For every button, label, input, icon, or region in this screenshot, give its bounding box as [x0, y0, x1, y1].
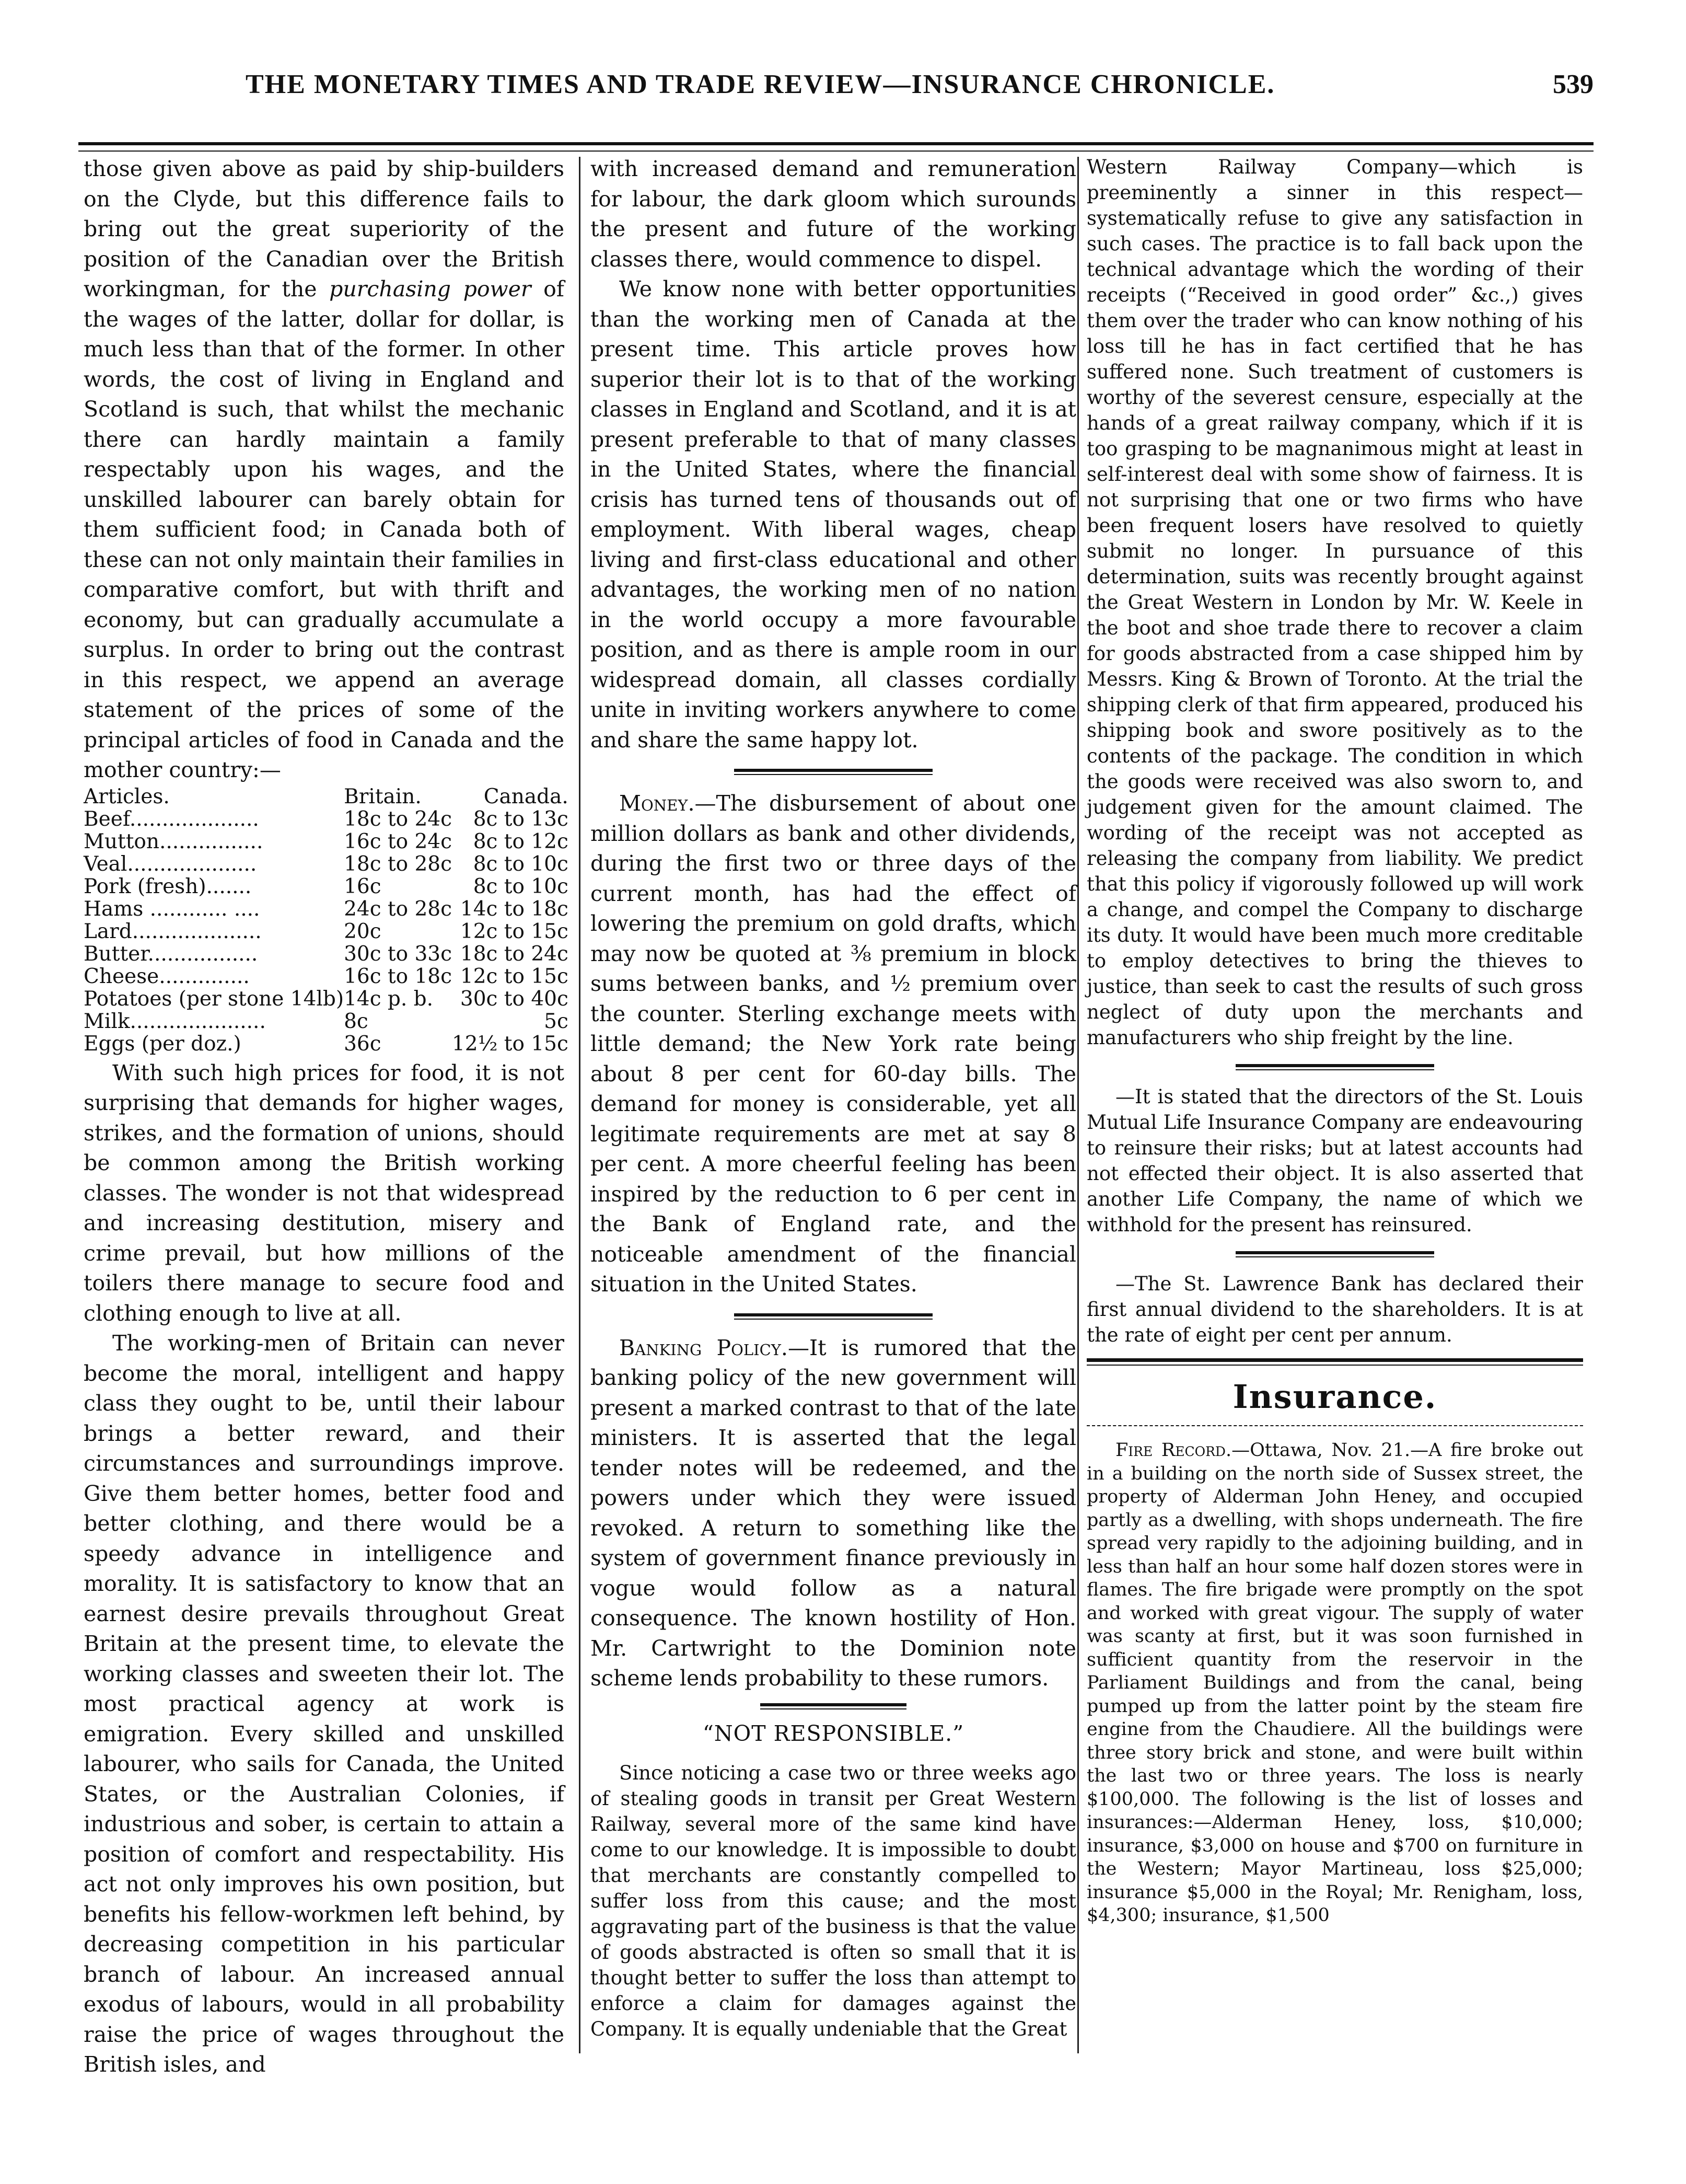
price-table	[84, 785, 568, 1055]
column-1	[84, 154, 568, 2077]
table-header: Britain.	[344, 784, 422, 808]
table-cell: 12c to 15c	[460, 964, 568, 988]
article-heading: “NOT RESPONSIBLE.”	[702, 1720, 964, 1746]
paragraph: We know none with better opportunities than the working men of Canada at the present time. This article proves how superior their lot is to that of the working classes in England and Scotland, and it is at present preferable to that of many classes in the United States, where the financial crisis has turned tens of thousands out of employment. With liberal wages, cheap living and first-class educational and other advantages, the working men of no nation in the world occupy a more favourable position, and as there is ample room in our widespread domain, all classes cordially unite in inviting workers anywhere to come and share the same happy lot.	[590, 276, 1076, 753]
paragraph: with increased demand and remuneration for labour, the dark gloom which surounds the present and future of the working classes there, would commence to dispel.	[590, 156, 1076, 272]
table-cell: Milk.....................	[84, 1009, 266, 1033]
table-cell: Eggs (per doz.)	[84, 1032, 241, 1056]
text-run: —The disbursement of about one million dollars as bank and other dividends, during the first two or three days of the current month, has had the effect of lowering the premium on gold drafts, which may now be quoted at ⅜ premium in block sums between banks, and ½ premium over the counter. Sterling exchange meets with little demand; the New York rate being about 8 per cent for 60-day bills. The demand for money is considerable, yet all legitimate requirements are met at say 8 per cent. A more cheerful feeling has been inspired by the reduction to 6 per cent in the Bank of England rate, and the noticeable amendment of the financial situation in the United States.	[590, 791, 1076, 1297]
table-cell: 14c p. b.	[344, 987, 434, 1011]
text-run: —It is rumored that the banking policy of the new government will present a marked contrast to that of the late ministers. It is asserted that the legal tender notes will be redeemed, and the powers under which they were issued revoked. A return to something like the system of government finance previously in vogue would follow as a natural consequence. The known hostility of Hon. Mr. Cartwright to the Dominion note scheme lends probability to these rumors.	[590, 1335, 1076, 1691]
table-cell: Beef....................	[84, 807, 259, 831]
table-cell: 30c to 40c	[460, 987, 568, 1011]
text-run: —Ottawa, Nov. 21.—A fire broke out in a building on the north side of Sussex street, the property of Alderman John Heney, and occupied partly as a dwelling, with shops underneath. The fire spread very rapidly to the adjoining building, and in less than half an hour some half dozen stores were in flames. The fire brigade were promptly on the spot and worked with great vigour. The supply of water was scanty at first, but it was soon furnished in sufficient quantity from the reservoir in the Parliament Buildings and from the canal, being pumped up from the latter point by the steam fire engine from the Chaudiere. All the buildings were three story brick and stone, and were built within the last two or three years. The loss is nearly $100,000. The following is the list of losses and insurances:—Alderman Heney, loss, $10,000; insurance, $3,000 on house and $700 on furniture in the Western; Mayor Martineau, loss $25,000; insurance $5,000 in the Royal; Mr. Renigham, loss, $4,300; insurance, $1,500	[1087, 1440, 1583, 1926]
table-cell: Cheese..............	[84, 964, 250, 988]
table-cell: 8c to 12c	[473, 829, 568, 853]
table-row	[84, 875, 568, 898]
table-cell: 30c to 33c	[344, 942, 452, 966]
column-2	[590, 154, 1076, 2069]
section-separator	[1236, 1251, 1434, 1257]
insurance-rule	[1087, 1358, 1583, 1366]
table-cell: 8c to 13c	[473, 807, 568, 831]
table-cell: 36c	[344, 1032, 381, 1056]
fire-record-paragraph	[1087, 1439, 1583, 1927]
table-cell: 14c to 18c	[460, 897, 568, 921]
table-cell: 8c to 10c	[473, 874, 568, 898]
header-rule	[78, 142, 1594, 152]
column-3	[1087, 154, 1583, 2069]
table-cell: 18c to 24c	[460, 942, 568, 966]
table-cell: Veal....................	[84, 852, 257, 876]
table-header-row	[84, 785, 568, 808]
money-paragraph	[590, 789, 1076, 1300]
text-run: of the wages of the latter, dollar for dollar, is much less than that of the former. In other words, the cost of living in England and Scotland is such, that whilst the mechanic there can hardly maintain a family respectably upon his wages, and the unskilled labourer can barely obtain for them sufficient food; in Canada both of these can not only maintain their families in comparative comfort, but with thrift and economy, but can gradually accumulate a surplus. In order to bring out the contrast in this respect, we append an average statement of the prices of some of the principal articles of food in Canada and the mother country:—	[84, 276, 564, 782]
page-number: 539	[1553, 70, 1594, 99]
column-divider	[1077, 157, 1079, 2053]
section-lead: Banking Policy.	[619, 1335, 788, 1360]
insurance-section	[1087, 1358, 1583, 1927]
table-row	[84, 965, 568, 988]
table-cell: 16c to 24c	[344, 829, 452, 853]
section-lead: Money.	[619, 791, 695, 816]
paragraph: Western Railway Company—which is preeminently a sinner in this respect—systematically refuse to give any satisfaction in such cases. The practice is to fall back upon the technical advantage which the wording of their receipts (“Received in good order” &c.,) gives them over the trader who can know nothing of his loss till he has in fact certified that he has suffered none. Such treatment of customers is worthy of the severest censure, especially at the hands of a great railway company, which if it is too grasping to be magnanimous might at least in self-interest deal with some show of fairness. It is not surprising that one or two firms who have been frequent losers have resolved to quietly submit no longer. In pursuance of this determination, suits was recently brought against the Great Western in London by Mr. W. Keele in the boot and shoe trade there to recover a claim for goods abstracted from a case shipped him by Messrs. King & Brown of Toronto. At the trial the shipping clerk of that firm appeared, produced his shipping book and swore positively as to the contents of the package. The condition in which the goods were received was also sworn to, and judgement given for the amount claimed. The wording of the receipt was not accepted as releasing the company from liability. We predict that this policy if vigorously followed up will work a change, and compel the Company to discharge its duty. It would have been much more creditable to employ detectives to bring the thieves to justice, than seek to cast the results of such gross neglect of duty upon the merchants and manufacturers who ship freight by the line.	[1087, 156, 1583, 1049]
table-cell: Mutton................	[84, 829, 263, 853]
section-separator	[1236, 1064, 1434, 1070]
table-row	[84, 943, 568, 965]
table-cell: 20c	[344, 919, 381, 943]
table-row	[84, 853, 568, 875]
section-title: Insurance.	[1232, 1378, 1437, 1416]
table-cell: Butter.................	[84, 942, 258, 966]
table-cell: Pork (fresh).......	[84, 874, 252, 898]
table-header: Canada.	[483, 784, 568, 808]
table-cell: 16c	[344, 874, 381, 898]
section-separator	[734, 769, 933, 775]
section-separator	[734, 1313, 933, 1320]
table-cell: Lard....................	[84, 919, 262, 943]
paragraph: —The St. Lawrence Bank has declared their first annual dividend to the shareholders. It is at the rate of eight per cent per annum.	[1087, 1273, 1583, 1346]
table-cell: 5c	[544, 1009, 568, 1033]
paragraph: The working-men of Britain can never become the moral, intelligent and happy class they ought to be, until their labour brings a better reward, and their circumstances and surroundings improve. Give them better homes, better food and better clothing, and there would be a speedy advance in intelligence and morality. It is satisfactory to know that an earnest desire prevails throughout Great Britain at the present time, to elevate the working classes and sweeten their lot. The most practical agency at work is emigration. Every skilled and unskilled labourer, who sails for Canada, the United States, or the Australian Colonies, if industrious and sober, is certain to attain a position of comfort and respectability. His act not only improves his own position, but benefits his fellow-workmen left behind, by decreasing competition in his particular branch of labour. An increased annual exodus of labours, would in all probability raise the price of wages throughout the British isles, and	[84, 1331, 564, 2077]
table-header: Articles.	[84, 784, 170, 808]
table-cell: Hams ............ ....	[84, 897, 260, 921]
column-divider	[579, 157, 580, 2053]
table-row	[84, 1033, 568, 1055]
table-cell: 8c	[344, 1009, 368, 1033]
table-row	[84, 898, 568, 920]
table-cell: 16c to 18c	[344, 964, 452, 988]
emphasis: purchasing power	[329, 276, 531, 302]
insurance-rule	[1087, 1425, 1583, 1426]
paragraph	[84, 154, 564, 785]
section-lead: Fire Record.	[1115, 1440, 1232, 1461]
paragraph: —It is stated that the directors of the St. Louis Mutual Life Insurance Company are endeavouring to reinsure their risks; but at latest accounts had not effected their object. It is also asserted that another Life Company, the name of which we withhold for the present has reinsured.	[1087, 1085, 1583, 1236]
table-cell: 18c to 24c	[344, 807, 452, 831]
table-row	[84, 1010, 568, 1033]
running-title: THE MONETARY TIMES AND TRADE REVIEW—INSURANCE CHRONICLE.	[246, 70, 1275, 99]
table-cell: Potatoes (per stone 14lb)	[84, 987, 344, 1011]
banking-paragraph	[590, 1333, 1076, 1694]
price-table-body	[84, 808, 568, 1055]
table-row	[84, 988, 568, 1010]
table-cell: 8c to 10c	[473, 852, 568, 876]
table-row	[84, 920, 568, 943]
table-cell: 24c to 28c	[344, 897, 452, 921]
paragraph: Since noticing a case two or three weeks ago of stealing goods in transit per Great Western Railway, several more of the same kind have come to our knowledge. It is impossible to doubt that merchants are constantly compelled to suffer loss from this cause; and the most aggravating part of the business is that the value of goods abstracted is often so small that it is thought better to suffer the loss than attempt to enforce a claim for damages against the Company. It is equally undeniable that the Great	[590, 1762, 1076, 2040]
table-row	[84, 830, 568, 853]
table-cell: 12½ to 15c	[451, 1032, 568, 1056]
section-separator	[760, 1703, 906, 1709]
table-cell: 12c to 15c	[460, 919, 568, 943]
paragraph: With such high prices for food, it is not surprising that demands for higher wages, strikes, and the formation of unions, should be common among the British working classes. The wonder is not that widespread and increasing destitution, misery and crime prevail, but how millions of the toilers there manage to secure food and clothing enough to live at all.	[84, 1060, 564, 1326]
page-header	[78, 69, 1594, 106]
table-row	[84, 808, 568, 830]
table-cell: 18c to 28c	[344, 852, 452, 876]
text-run: those given above as paid by ship-builders on the Clyde, but this difference fails to bring out the great superiority of the position of the Canadian over the British workingman, for the	[84, 156, 564, 302]
